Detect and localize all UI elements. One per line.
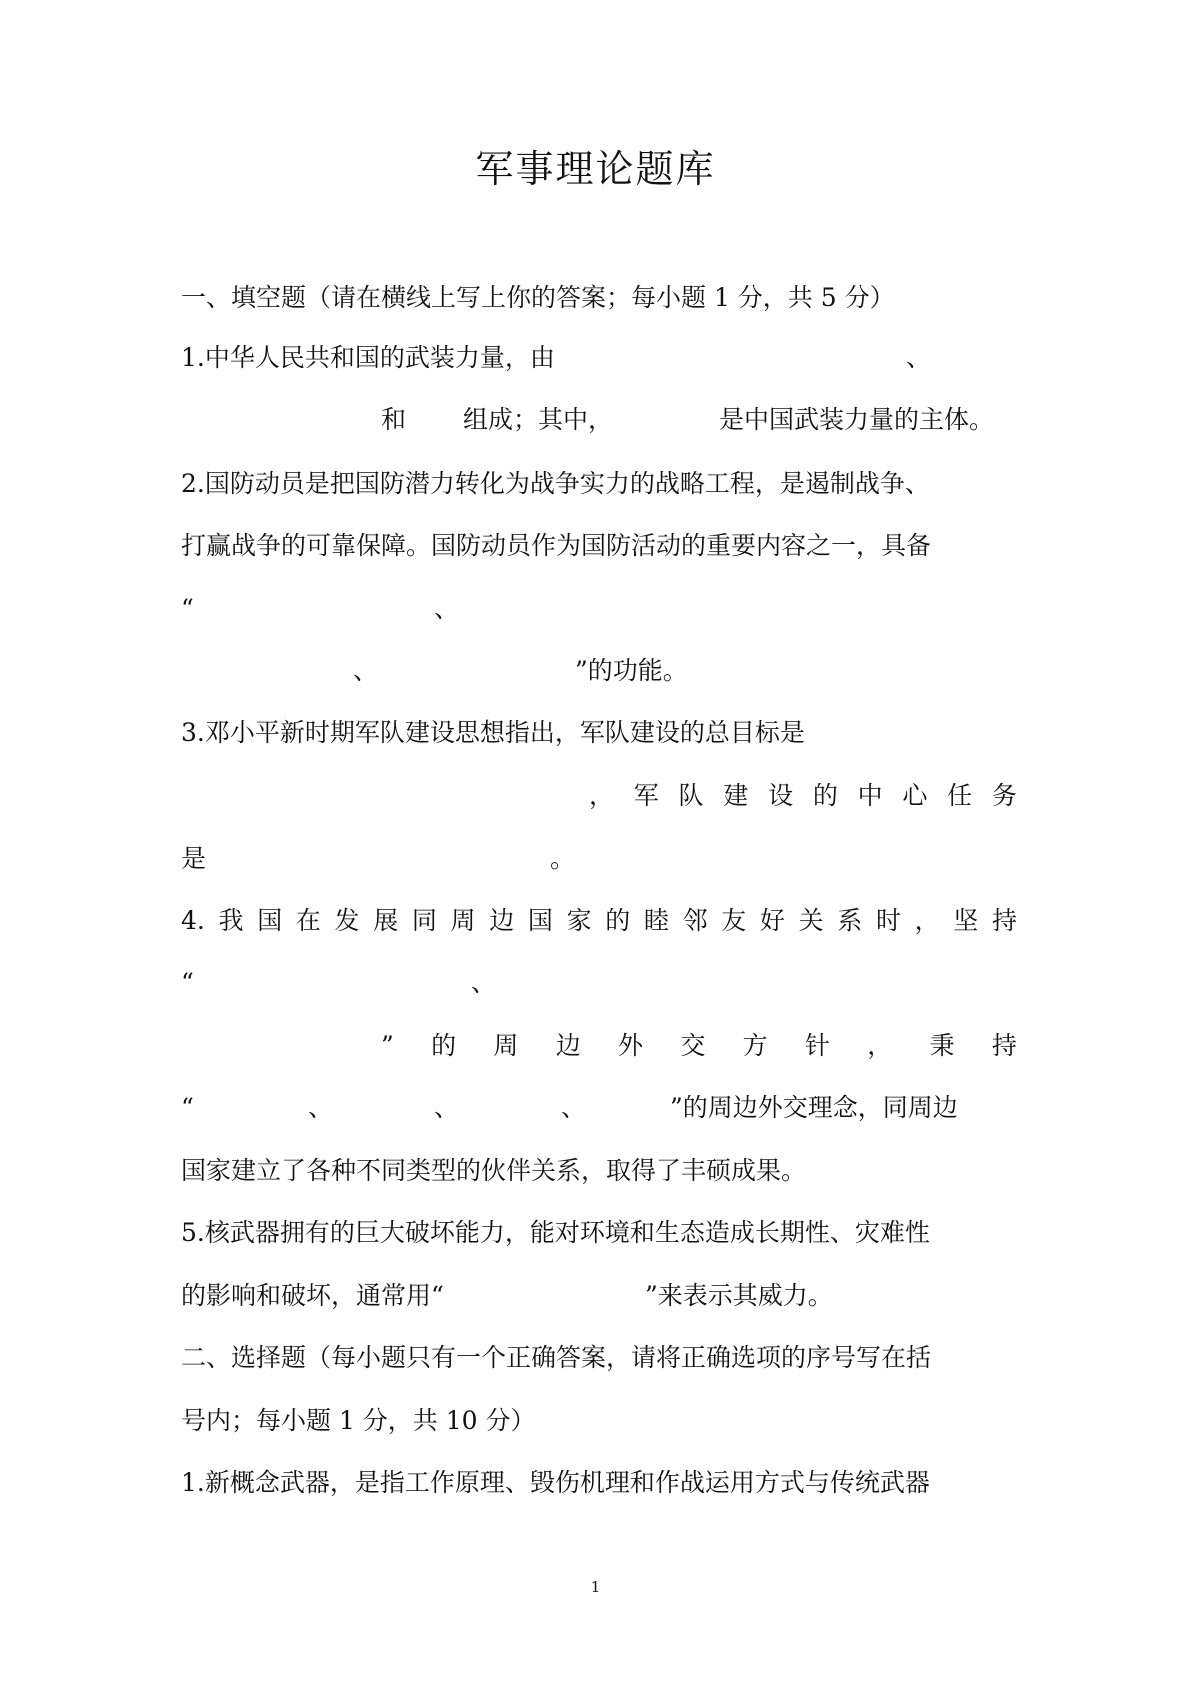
q4-line1-char: 国 bbox=[527, 906, 553, 935]
q2-line3-open-quote: “ bbox=[181, 594, 194, 623]
q4-line3-char: 针 bbox=[804, 1031, 830, 1060]
q4-line4-separator: 、 bbox=[308, 1093, 334, 1122]
q2-line2: 打赢战争的可靠保障。国防动员作为国防活动的重要内容之一，具备 bbox=[181, 531, 932, 560]
q4-line1-char: 关 bbox=[798, 906, 824, 935]
q3-line2-char: 务 bbox=[991, 781, 1017, 810]
q4-line4-separator: 、 bbox=[561, 1093, 587, 1122]
q1-line2-text: 组成；其中， bbox=[463, 405, 614, 434]
q4-line2-open-quote: “ bbox=[181, 968, 194, 997]
q3-line2-char: ， bbox=[589, 781, 615, 810]
q4-line4-end: ”的周边外交理念，同周边 bbox=[670, 1093, 958, 1122]
q4-line1-char: 发 bbox=[334, 906, 360, 935]
q3-line2-char: 中 bbox=[857, 781, 883, 810]
q4-line1-char: 好 bbox=[759, 906, 785, 935]
section2-q1-line1: 1.新概念武器，是指工作原理、毁伤机理和作战运用方式与传统武器 bbox=[181, 1468, 930, 1497]
q3-line2-char: 建 bbox=[723, 781, 749, 810]
q4-line5: 国家建立了各种不同类型的伙伴关系，取得了丰硕成果。 bbox=[181, 1156, 807, 1185]
q4-line1-char: 展 bbox=[373, 906, 399, 935]
q3-line2-char: 设 bbox=[768, 781, 794, 810]
q4-line4-open-quote: “ bbox=[181, 1093, 194, 1122]
q4-line1-char: 在 bbox=[295, 906, 321, 935]
q4-line3-char: 方 bbox=[742, 1031, 768, 1060]
q1-line1-text: 1.中华人民共和国的武装力量，由 bbox=[181, 343, 555, 372]
q3-line2-char: 队 bbox=[678, 781, 704, 810]
q4-line3-char: 外 bbox=[618, 1031, 644, 1060]
section2-heading-line2: 号内；每小题 1 分，共 10 分） bbox=[181, 1406, 536, 1435]
q4-line2-separator: 、 bbox=[471, 968, 497, 997]
q4-line1-char: 睦 bbox=[643, 906, 669, 935]
q4-line1-char: 的 bbox=[605, 906, 631, 935]
q4-line1-char: 周 bbox=[450, 906, 476, 935]
q2-line4-end: ”的功能。 bbox=[575, 656, 688, 685]
q5-line2-end: ”来表示其威力。 bbox=[645, 1281, 833, 1310]
q3-line2-char: 的 bbox=[812, 781, 838, 810]
q2-line3-separator: 、 bbox=[434, 594, 460, 623]
q4-line3-char: 边 bbox=[555, 1031, 581, 1060]
q4-line1-char: 4. bbox=[181, 906, 205, 935]
q3-line2-char: 任 bbox=[947, 781, 973, 810]
q1-line2-and: 和 bbox=[381, 405, 407, 434]
q4-line4-separator: 、 bbox=[434, 1093, 460, 1122]
page-number: 1 bbox=[590, 1578, 601, 1596]
q5-line2-start: 的影响和破坏，通常用“ bbox=[181, 1281, 444, 1310]
q2-line1: 2.国防动员是把国防潜力转化为战争实力的战略工程，是遏制战争、 bbox=[181, 469, 930, 498]
q4-line1-char: 时 bbox=[875, 906, 901, 935]
q1-line1-separator: 、 bbox=[906, 343, 932, 372]
q4-line3-char: 交 bbox=[680, 1031, 706, 1060]
q4-line3-char: ” bbox=[381, 1031, 394, 1060]
q4-line3-char: 秉 bbox=[929, 1031, 955, 1060]
q4-line1-char: 边 bbox=[489, 906, 515, 935]
q4-line3 bbox=[381, 1031, 1017, 1061]
q4-line1-char: 系 bbox=[837, 906, 863, 935]
q4-line1-char: 友 bbox=[721, 906, 747, 935]
q4-line3-char: 的 bbox=[431, 1031, 457, 1060]
q4-line1 bbox=[181, 906, 1017, 936]
q4-line3-char: ， bbox=[867, 1031, 893, 1060]
q3-line3-end: 。 bbox=[550, 844, 576, 873]
q5-line1: 5.核武器拥有的巨大破坏能力，能对环境和生态造成长期性、灾难性 bbox=[181, 1218, 930, 1247]
q3-line3-start: 是 bbox=[181, 844, 207, 873]
q4-line1-char: 同 bbox=[411, 906, 437, 935]
q4-line1-char: 家 bbox=[566, 906, 592, 935]
document-title: 军事理论题库 bbox=[475, 147, 716, 191]
q4-line3-char: 持 bbox=[991, 1031, 1017, 1060]
q4-line1-char: 国 bbox=[257, 906, 283, 935]
section2-heading-line1: 二、选择题（每小题只有一个正确答案，请将正确选项的序号写在括 bbox=[181, 1343, 932, 1372]
q4-line1-char: ， bbox=[914, 906, 940, 935]
q4-line3-char: 周 bbox=[493, 1031, 519, 1060]
q3-line1: 3.邓小平新时期军队建设思想指出，军队建设的总目标是 bbox=[181, 718, 805, 747]
section1-heading: 一、填空题（请在横线上写上你的答案；每小题 1 分，共 5 分） bbox=[181, 283, 895, 312]
q1-line2-end: 是中国武装力量的主体。 bbox=[719, 405, 995, 434]
q4-line1-char: 邻 bbox=[682, 906, 708, 935]
q3-line2 bbox=[589, 781, 1017, 811]
q2-line4-separator: 、 bbox=[353, 656, 379, 685]
q3-line2-char: 军 bbox=[633, 781, 659, 810]
q4-line1-char: 我 bbox=[218, 906, 244, 935]
q4-line1-char: 坚 bbox=[953, 906, 979, 935]
q4-line1-char: 持 bbox=[991, 906, 1017, 935]
q3-line2-char: 心 bbox=[902, 781, 928, 810]
